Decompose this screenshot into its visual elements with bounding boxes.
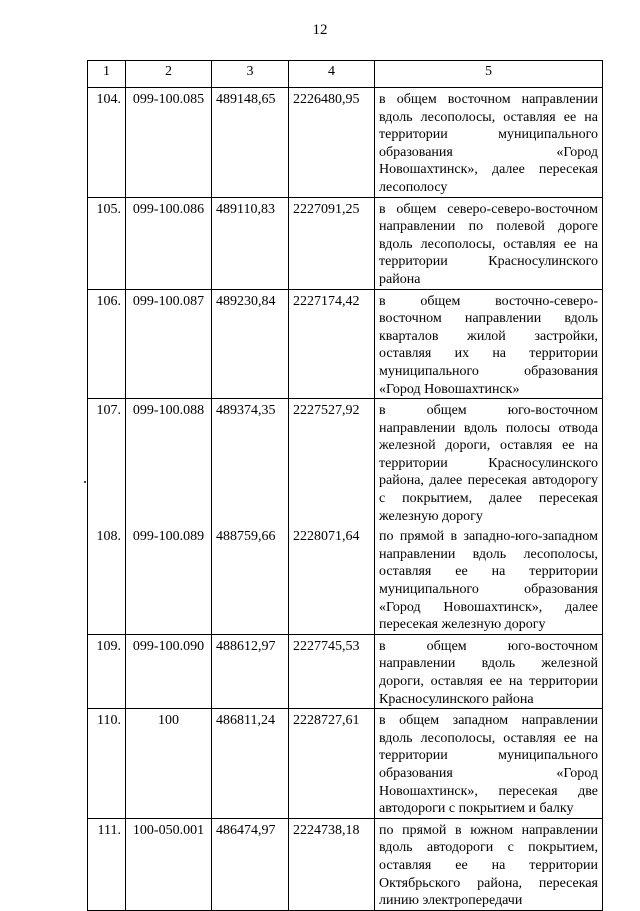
boundary-description: в общем восточном направлении вдоль лесополосы, оставляя ее на территории муниципального образования «Город Новошахтинск», далее пересекая лесополосу xyxy=(375,88,603,198)
table-row xyxy=(88,818,603,910)
point-code: 099-100.089 xyxy=(126,525,212,634)
row-index: 105. xyxy=(88,197,126,289)
x-coordinate: 489110,83 xyxy=(212,197,289,289)
row-index: 107. xyxy=(88,399,126,526)
point-code: 099-100.086 xyxy=(126,197,212,289)
boundary-description: в общем северо-северо-восточном направлении по полевой дороге вдоль лесополосы, оставляя ее на территории Красносулинского района xyxy=(375,197,603,289)
scan-dot xyxy=(84,481,86,483)
row-index: 104. xyxy=(88,88,126,198)
table-row xyxy=(88,399,603,526)
boundary-description: в общем восточно-северо-восточном направлении вдоль кварталов жилой застройки, оставляя их на территории муниципального образования «Город Новошахтинск» xyxy=(375,289,603,399)
point-code: 099-100.090 xyxy=(126,634,212,708)
row-index: 106. xyxy=(88,289,126,399)
point-code: 100 xyxy=(126,709,212,819)
y-coordinate: 2227527,92 xyxy=(289,399,375,526)
table-row xyxy=(88,634,603,708)
point-code: 099-100.087 xyxy=(126,289,212,399)
boundary-description: в общем западном направлении вдоль лесополосы, оставляя ее на территории муниципального образования «Город Новошахтинск», пересекая две автодороги с покрытием и балку xyxy=(375,709,603,819)
point-code: 100-050.001 xyxy=(126,818,212,910)
point-code: 099-100.085 xyxy=(126,88,212,198)
row-index: 108. xyxy=(88,525,126,634)
row-index: 111. xyxy=(88,818,126,910)
column-header-point-code: 2 xyxy=(126,61,212,88)
table-row xyxy=(88,88,603,198)
y-coordinate: 2224738,18 xyxy=(289,818,375,910)
x-coordinate: 489230,84 xyxy=(212,289,289,399)
point-code: 099-100.088 xyxy=(126,399,212,526)
table-header-row xyxy=(88,61,603,88)
boundary-description: в общем юго-восточном направлении вдоль железной дороги, оставляя ее на территории Красносулинского района xyxy=(375,634,603,708)
table-row xyxy=(88,289,603,399)
y-coordinate: 2227091,25 xyxy=(289,197,375,289)
y-coordinate: 2227174,42 xyxy=(289,289,375,399)
column-header-description: 5 xyxy=(375,61,603,88)
y-coordinate: 2228071,64 xyxy=(289,525,375,634)
column-header-y-coordinate: 4 xyxy=(289,61,375,88)
column-header-index: 1 xyxy=(88,61,126,88)
boundary-description: в общем юго-восточном направлении вдоль полосы отвода железной дороги, оставляя ее на территории Красносулинского района, далее пересекая автодорогу с покрытием, далее пересекая железную дорогу xyxy=(375,399,603,526)
y-coordinate: 2228727,61 xyxy=(289,709,375,819)
boundary-description: по прямой в южном направлении вдоль автодороги с покрытием, оставляя ее на территории Октябрьского района, пересекая линию электропередачи xyxy=(375,818,603,910)
table-row xyxy=(88,197,603,289)
y-coordinate: 2226480,95 xyxy=(289,88,375,198)
x-coordinate: 486811,24 xyxy=(212,709,289,819)
row-index: 109. xyxy=(88,634,126,708)
boundary-description: по прямой в западно-юго-западном направлении вдоль лесополосы, оставляя ее на территории муниципального образования «Город Новошахтинск», далее пересекая железную дорогу xyxy=(375,525,603,634)
boundary-points-table xyxy=(87,60,603,911)
y-coordinate: 2227745,53 xyxy=(289,634,375,708)
column-header-x-coordinate: 3 xyxy=(212,61,289,88)
row-index: 110. xyxy=(88,709,126,819)
x-coordinate: 488759,66 xyxy=(212,525,289,634)
x-coordinate: 489374,35 xyxy=(212,399,289,526)
x-coordinate: 489148,65 xyxy=(212,88,289,198)
x-coordinate: 488612,97 xyxy=(212,634,289,708)
table-row xyxy=(88,525,603,634)
table-row xyxy=(88,709,603,819)
x-coordinate: 486474,97 xyxy=(212,818,289,910)
page-number: 12 xyxy=(312,22,328,38)
